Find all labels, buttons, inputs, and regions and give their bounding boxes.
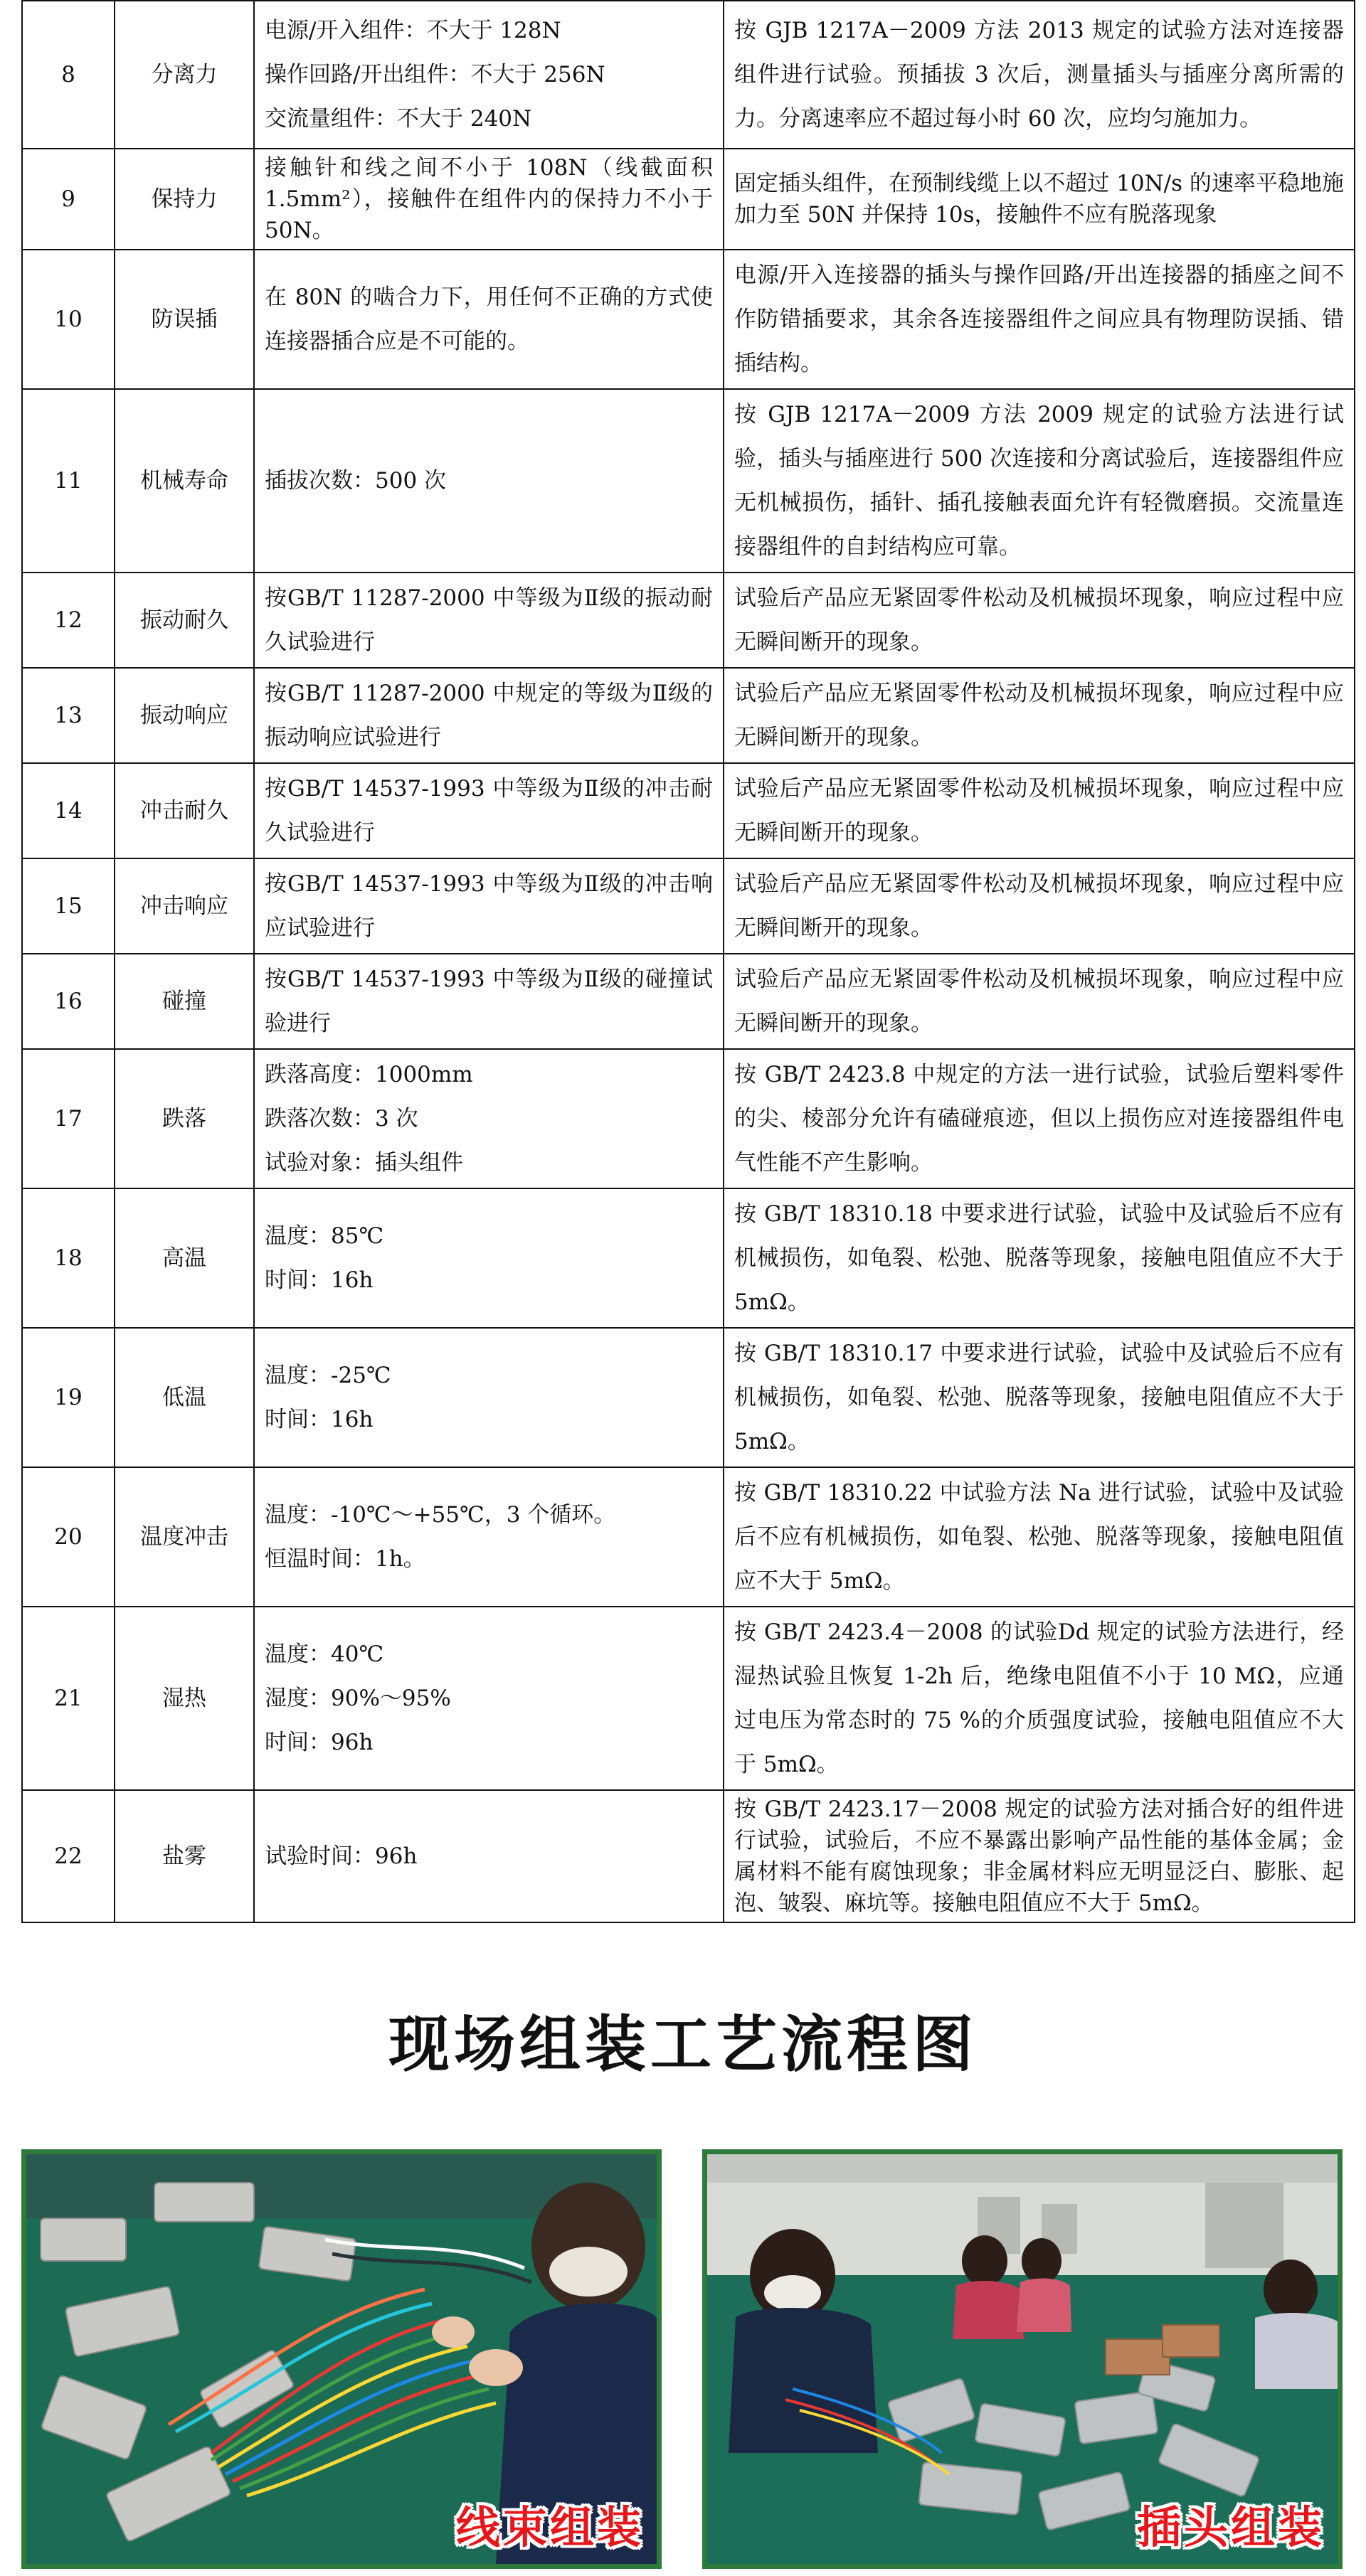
- test-requirement: [254, 858, 724, 954]
- requirement-line: 操作回路/开出组件：不大于 256N: [265, 62, 605, 87]
- test-method: 电源/开入连接器的插头与操作回路/开出连接器的插座之间不作防错插要求，其余各连接器组件之间应具有物理防误插、错插结构。: [724, 250, 1355, 389]
- spec-table: [21, 0, 1355, 1923]
- row-number: 10: [22, 250, 115, 389]
- photo-caption: 线束组装: [455, 2501, 644, 2553]
- requirement-line: 湿度：90%～95%: [265, 1686, 451, 1711]
- requirement-line: 时间：16h: [265, 1407, 374, 1432]
- table-row: [22, 1049, 1355, 1188]
- row-number: 20: [22, 1467, 115, 1607]
- test-item: 温度冲击: [115, 1467, 254, 1607]
- table-row: [22, 954, 1355, 1049]
- photo-caption: 插头组装: [1136, 2501, 1325, 2553]
- requirement-line: 交流量组件：不大于 240N: [265, 106, 532, 132]
- table-row: [22, 1607, 1355, 1790]
- test-method: 按 GB/T 18310.18 中要求进行试验，试验中及试验后不应有机械损伤，如龟裂、松弛、脱落等现象，接触电阻值应不大于 5mΩ。: [724, 1188, 1355, 1328]
- test-method: 按 GJB 1217A－2009 方法 2013 规定的试验方法对连接器组件进行试验。预插拔 3 次后，测量插头与插座分离所需的力。分离速率应不超过每小时 60 次，应均匀施加力。: [724, 1, 1355, 149]
- table-row: [22, 1188, 1355, 1328]
- test-requirement: [254, 1607, 724, 1790]
- test-item: 防误插: [115, 250, 254, 389]
- requirement-line: 时间：96h: [265, 1730, 374, 1755]
- row-number: 19: [22, 1328, 115, 1467]
- requirement-line: 接触针和线之间不小于 108N（线截面积 1.5mm²），接触件在组件内的保持力不小于 50N。: [265, 155, 713, 243]
- table-row: [22, 1790, 1355, 1922]
- test-requirement: [254, 149, 724, 250]
- row-number: 14: [22, 763, 115, 858]
- test-method: 按 GB/T 18310.17 中要求进行试验，试验中及试验后不应有机械损伤，如龟裂、松弛、脱落等现象，接触电阻值应不大于 5mΩ。: [724, 1328, 1355, 1467]
- table-row: [22, 763, 1355, 858]
- test-method: 按 GB/T 18310.22 中试验方法 Na 进行试验，试验中及试验后不应有机械损伤，如龟裂、松弛、脱落等现象，接触电阻值应不大于 5mΩ。: [724, 1467, 1355, 1607]
- test-item: 分离力: [115, 1, 254, 149]
- test-item: 机械寿命: [115, 389, 254, 573]
- table-row: [22, 858, 1355, 954]
- test-item: 低温: [115, 1328, 254, 1467]
- requirement-line: 试验对象：插头组件: [265, 1150, 463, 1176]
- requirement-line: 温度：-10℃～+55℃，3 个循环。: [265, 1502, 616, 1528]
- row-number: 16: [22, 954, 115, 1049]
- spec-table-body: [22, 1, 1355, 1922]
- row-number: 13: [22, 668, 115, 763]
- requirement-line: 电源/开入组件：不大于 128N: [265, 18, 561, 43]
- test-item: 保持力: [115, 149, 254, 250]
- test-item: 碰撞: [115, 954, 254, 1049]
- test-method: 试验后产品应无紧固零件松动及机械损坏现象，响应过程中应无瞬间断开的现象。: [724, 763, 1355, 858]
- test-method: 试验后产品应无紧固零件松动及机械损坏现象，响应过程中应无瞬间断开的现象。: [724, 573, 1355, 668]
- row-number: 11: [22, 389, 115, 573]
- table-row: [22, 573, 1355, 668]
- section-title: 现场组装工艺流程图: [388, 2009, 978, 2080]
- test-requirement: [254, 954, 724, 1049]
- requirement-line: 按GB/T 11287-2000 中等级为Ⅱ级的振动耐久试验进行: [265, 585, 713, 655]
- test-requirement: [254, 1049, 724, 1188]
- test-method: 按 GB/T 2423.8 中规定的方法一进行试验，试验后塑料零件的尖、棱部分允许有磕碰痕迹，但以上损伤应对连接器组件电气性能不产生影响。: [724, 1049, 1355, 1188]
- test-item: 振动响应: [115, 668, 254, 763]
- requirement-line: 按GB/T 11287-2000 中规定的等级为Ⅱ级的振动响应试验进行: [265, 681, 713, 750]
- row-number: 9: [22, 149, 115, 250]
- table-row: [22, 1328, 1355, 1467]
- requirement-line: 试验时间：96h: [265, 1843, 418, 1869]
- test-requirement: [254, 1, 724, 149]
- test-item: 跌落: [115, 1049, 254, 1188]
- test-requirement: [254, 1188, 724, 1328]
- requirement-line: 跌落次数：3 次: [265, 1106, 418, 1132]
- test-item: 湿热: [115, 1607, 254, 1790]
- table-row: [22, 1, 1355, 149]
- requirement-line: 按GB/T 14537-1993 中等级为Ⅱ级的冲击响应试验进行: [265, 871, 713, 941]
- wire-harness-assembly-photo: [21, 2149, 662, 2569]
- test-item: 振动耐久: [115, 573, 254, 668]
- plug-assembly-photo: [702, 2149, 1343, 2569]
- test-method: 试验后产品应无紧固零件松动及机械损坏现象，响应过程中应无瞬间断开的现象。: [724, 858, 1355, 954]
- test-method: 试验后产品应无紧固零件松动及机械损坏现象，响应过程中应无瞬间断开的现象。: [724, 954, 1355, 1049]
- requirement-line: 时间：16h: [265, 1267, 374, 1293]
- test-requirement: [254, 1328, 724, 1467]
- test-requirement: [254, 1467, 724, 1607]
- test-requirement: [254, 763, 724, 858]
- test-requirement: [254, 1790, 724, 1922]
- test-method: 试验后产品应无紧固零件松动及机械损坏现象，响应过程中应无瞬间断开的现象。: [724, 668, 1355, 763]
- requirement-line: 跌落高度：1000mm: [265, 1062, 473, 1087]
- requirement-line: 温度：40℃: [265, 1641, 384, 1667]
- requirement-line: 温度：-25℃: [265, 1363, 391, 1388]
- test-requirement: [254, 668, 724, 763]
- table-row: [22, 149, 1355, 250]
- test-item: 高温: [115, 1188, 254, 1328]
- row-number: 8: [22, 1, 115, 149]
- test-requirement: [254, 250, 724, 389]
- test-item: 冲击响应: [115, 858, 254, 954]
- requirement-line: 按GB/T 14537-1993 中等级为Ⅱ级的碰撞试验进行: [265, 967, 713, 1036]
- row-number: 21: [22, 1607, 115, 1790]
- row-number: 17: [22, 1049, 115, 1188]
- table-row: [22, 1467, 1355, 1607]
- table-row: [22, 250, 1355, 389]
- row-number: 12: [22, 573, 115, 668]
- test-method: 按 GB/T 2423.4－2008 的试验Dd 规定的试验方法进行，经湿热试验且恢复 1-2h 后，绝缘电阻值不小于 10 MΩ，应通过电压为常态时的 75 %的介质强度试验，接触电阻值应不大于 5mΩ。: [724, 1607, 1355, 1790]
- requirement-line: 恒温时间：1h。: [265, 1546, 425, 1572]
- row-number: 15: [22, 858, 115, 954]
- row-number: 18: [22, 1188, 115, 1328]
- test-method: 固定插头组件，在预制线缆上以不超过 10N/s 的速率平稳地施加力至 50N 并保持 10s，接触件不应有脱落现象: [724, 149, 1355, 250]
- test-item: 盐雾: [115, 1790, 254, 1922]
- requirement-line: 插拔次数：500 次: [265, 468, 447, 494]
- requirement-line: 按GB/T 14537-1993 中等级为Ⅱ级的冲击耐久试验进行: [265, 776, 713, 846]
- table-row: [22, 668, 1355, 763]
- requirement-line: 在 80N 的啮合力下，用任何不正确的方式使连接器插合应是不可能的。: [265, 284, 713, 354]
- row-number: 22: [22, 1790, 115, 1922]
- test-requirement: [254, 573, 724, 668]
- test-method: 按 GJB 1217A－2009 方法 2009 规定的试验方法进行试验，插头与插座进行 500 次连接和分离试验后，连接器组件应无机械损伤，插针、插孔接触表面允许有轻微磨损。交流量连接器组件的自封结构应可靠。: [724, 389, 1355, 573]
- table-row: [22, 389, 1355, 573]
- test-item: 冲击耐久: [115, 763, 254, 858]
- test-method: 按 GB/T 2423.17－2008 规定的试验方法对插合好的组件进行试验，试验后，不应不暴露出影响产品性能的基体金属；金属材料不能有腐蚀现象；非金属材料应无明显泛白、膨胀、起泡、皱裂、麻坑等。接触电阻值应不大于 5mΩ。: [724, 1790, 1355, 1922]
- test-requirement: [254, 389, 724, 573]
- requirement-line: 温度：85℃: [265, 1223, 384, 1249]
